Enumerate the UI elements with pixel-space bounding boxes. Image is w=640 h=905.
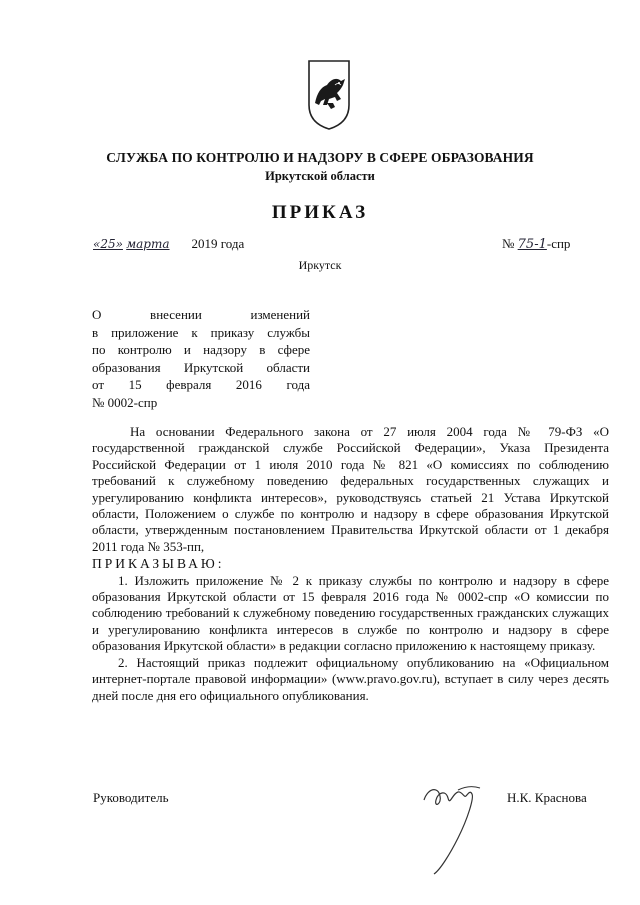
preamble-paragraph: На основании Федерального закона от 27 июля 2004 года № 79-ФЗ «О государственной гражданской службе Российской Федерации», Указа Президента Российской Федерации от 1 июля 2010 года № 821 «О комиссиях по соблюдению требований к служебному поведению федеральных государственных служащих и урегулированию конфликта интересов», руководствуясь статьей 21 Устава Иркутской области, Положением о службе по контролю и надзору в сфере образования Иркутской области, утвержденным постановлением Правительства Иркутской области от 1 декабря 2011 года № 353-пп, bbox=[92, 424, 609, 554]
subject-line: образования Иркутской области bbox=[92, 359, 310, 375]
document-number bbox=[502, 236, 570, 252]
document-city: Иркутск bbox=[298, 258, 342, 272]
document-date bbox=[93, 236, 244, 252]
date-day: «25» bbox=[93, 237, 123, 251]
subject-line: от 15 февраля 2016 года bbox=[92, 377, 310, 393]
number-suffix: -спр bbox=[546, 236, 571, 251]
subject-line: № 0002-спр bbox=[92, 394, 158, 410]
document-type-title: ПРИКАЗ bbox=[271, 202, 369, 223]
coat-of-arms-emblem bbox=[305, 55, 353, 131]
subject-line: по контролю и надзору в сфере bbox=[92, 342, 310, 358]
order-item-1: 1. Изложить приложение № 2 к приказу службы по контролю и надзору в сфере образования Иркутской области от 15 февраля 2016 года № 0002-спр «О комиссии по соблюдению требований к служебному поведению государственных гражданских служащих и урегулированию конфликта интересов в службе по контролю и надзору в сфере образования Иркутской области» в редакции согласно приложению к настоящему приказу. bbox=[92, 572, 609, 654]
order-item-2: 2. Настоящий приказ подлежит официальному опубликованию на «Официальном интернет-портале правовой информации» (www.pravo.gov.ru), вступает в силу через десять дней после дня его официального опубликования. bbox=[92, 654, 609, 703]
command-word: ПРИКАЗЫВАЮ: bbox=[92, 556, 225, 572]
document-subject bbox=[92, 306, 310, 412]
subject-line: О внесении изменений bbox=[92, 307, 310, 322]
number-value: 75-1 bbox=[517, 237, 547, 252]
signer-role: Руководитель bbox=[93, 790, 169, 805]
subject-line: в приложение к приказу службы bbox=[92, 324, 310, 340]
number-prefix: № bbox=[502, 236, 515, 251]
organization-name: СЛУЖБА ПО КОНТРОЛЮ И НАДЗОРУ В СФЕРЕ ОБРАЗОВАНИЯ bbox=[106, 150, 534, 165]
document-body bbox=[92, 424, 609, 704]
organization-region: Иркутской области bbox=[265, 169, 375, 183]
handwritten-signature bbox=[418, 778, 508, 878]
date-year: 2019 года bbox=[191, 236, 245, 251]
signer-name: Н.К. Краснова bbox=[507, 790, 587, 805]
date-month: марта bbox=[126, 237, 170, 251]
